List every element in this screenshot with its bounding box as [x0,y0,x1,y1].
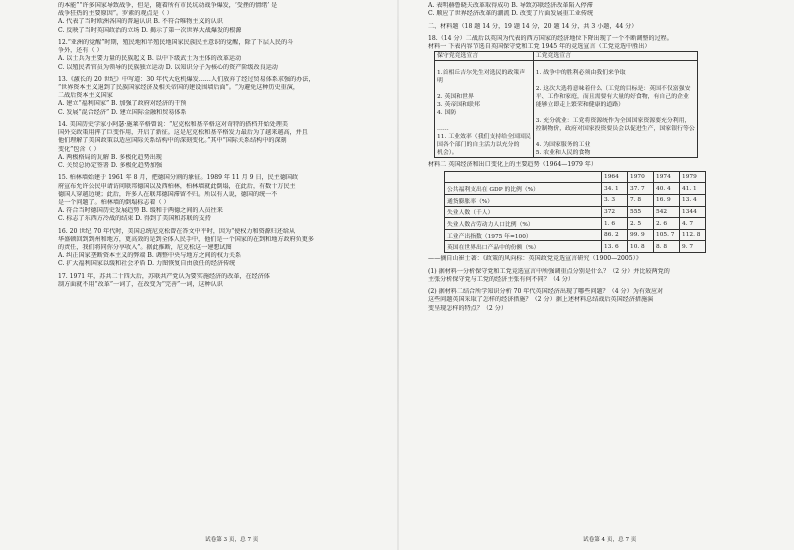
table1-cell-line: 能够立即走上繁荣和健康的道路） [535,102,625,109]
table1-header-conservative: 保守党竞选宣言 [435,52,534,61]
text-line: ——摘自山崔士著：《政策的风向标：英国政党竞选宣言研究（1900—2005）》 [428,255,642,263]
text-line: 15. 柏林墙始建于 1961 年 8 月，把德国分割的象征。1989 年 11 月 9 日，民主德国政 [58,174,299,182]
text-line: A. 表明赫鲁晓夫改革取得成功 B. 导致苏联经济改革陷入停滞 [428,2,593,9]
text-line: C. 标志了东西方冷战的结束 D. 得到了美国和苏联的支持 [58,215,211,223]
table2-value-cell: 86. 2 [602,229,628,241]
table2-header-cell: 1979 [680,171,706,183]
table1-cell-line [437,85,531,93]
table1-cell-line: 4. 国防 [437,110,457,117]
table2-row-label: 失业人数（千人） [445,206,602,218]
text-line: A. 纠正国家垄断资本主义的弊端 B. 调整中央与地方之间的权力关系 [58,252,242,260]
table2-value-cell: 8. 8 [654,241,680,253]
table2-value-cell: 37. 7 [628,183,654,195]
text-line: 二战后资本主义国家 [58,92,113,100]
right-question-text [428,255,728,313]
table2-row-label: 工业产出指数（1975 年=100） [445,229,602,241]
table2-header-cell: 1964 [602,171,628,183]
table1-cell-line [536,77,695,85]
text-line: C. 发展“混合经济” D. 建立国际金融和贸易体系 [58,108,187,116]
text-line: C. 扩大福利国家以缓和社会矛盾 D. 力图恢复自由放任的经济传统 [58,260,236,268]
text-line: 主张分析保守党与工党的经济主张有何不同？（4 分） [428,275,574,283]
text-line: A. 代表了当时欧洲各国的普遍认识 B. 不符合唯物主义的认识 [58,18,223,26]
table2-value-cell: 13. 6 [602,241,628,253]
table1-cell-line: 控制物价，政府对国家投资要员会以促进生产，国家银行等公 [535,126,695,133]
left-question-text [58,2,376,289]
table-row [445,183,706,195]
table2-value-cell: 2. 5 [628,218,654,230]
table2-value-cell: 542 [654,206,680,218]
table2-value-cell: 99. 9 [628,229,654,241]
table1-cell-line: 国各个部门的自主活力以充分的 [437,142,520,149]
table2-value-cell: 1. 6 [602,218,628,230]
text-line: C. 以殖民者官员为领导的民族独立运动 D. 以知识分子为核心的资产阶级改良运动 [58,63,278,71]
table2-value-cell: 372 [602,206,628,218]
text-line: 14. 美国历史学家小阿瑟·施莱辛格曾说：“尼克松和基辛格这对奇特的搭档开始处理美 [58,121,288,128]
table2-value-cell: 3. 3 [602,195,628,207]
table2-value-cell: 105. 7 [654,229,680,241]
right-top-text [428,2,728,51]
table1-cell-line: 机会）。 [437,150,458,157]
table1-cell-line [536,133,695,141]
table-row [445,241,706,253]
table-row [445,195,706,207]
text-line: A. 符合当时德国历史发展趋势 B. 缓和于两德之间的人员往来 [58,207,223,215]
table2-value-cell: 4. 7 [680,218,706,230]
text-line: 17. 1971 年，苏共二十四大后，苏联共产党认为要实施经济的改革，在经济体 [58,272,270,280]
table2-row-label: 失业人数占劳动力人口比例（%） [445,218,602,230]
text-line: 华盛顿回到到州和地方，更高效的是到全体人民手中，他们是一个国家的在到和地方政府负更多 [58,235,314,243]
text-line: 争外，还有（ ） [58,47,103,55]
table-row [445,229,706,241]
text-line: C. 关贸总协定签署 D. 多极化趋势加强 [58,161,163,169]
text-line: 战争狂热的主要原因”。罗素的观点是（ ） [58,10,173,18]
text-line: 国外交政策用挥了巨变作用，开启了新征。这是尼克松和基辛格发力最后为了越来越高，并且 [58,129,308,137]
page-left [58,0,376,550]
text-line: 的本能”“许多国家导致战争，但是，随着所有市民坑动战争爆发，‘受挫的情绪’ 是 [58,2,278,9]
table1-cell-line: 1.首相丘吉尔先生对选民的政策声 [437,70,526,77]
table1-cell-line: 1. 战争中的胜利必须由我们来争取 [535,70,626,77]
table1-header-labour: 工党竞选宣言 [533,52,697,61]
text-line: 制方面就不用“改革”一词了，在改变为“完善”一词，这种认识 [58,280,223,288]
material-two-title: 材料二 英国经济和出口变化上的主要趋势（1964—1979 年） [428,160,597,168]
page-right [428,0,728,550]
text-line: 二、材料题（18 题 14 分，19 题 14 分，20 题 14 分，共 3 小题，44 分） [428,22,638,30]
table1-cell-line: 2. 这次大选将意味着什么（工党的目标是：英国不仅富强安 [535,86,691,93]
text-line: 这些问题英国采取了怎样的经济措施？（2 分）据上述材料总结战后英国经济措施演 [428,296,654,304]
page-fold [397,0,399,550]
text-line: 材料一 下表内容节选自英国保守党和工党 1945 年的竞选宣言（工党竞选中胜出） [428,43,651,51]
table1-cell-line [536,109,695,117]
text-line: A. 两极格局的瓦解 B. 多极化趋势出现 [58,153,162,161]
text-line: C. 反映了当时英国政治的立场 D. 揭示了第一次世界大战爆发的根源 [58,26,242,34]
text-line: 是一个问题了。柏林墙的倒塌标志着（ ） [58,198,170,206]
text-line: 德国人穿越边境；此后，许多人在联邦德国滞留不归。所以有人说，德国的统一不 [58,190,278,198]
text-line: 12.“亚洲的觉醒”时期，殖民地和半殖民地国家民族民主意识的觉醒，除了下层人民的斗 [58,38,294,46]
text-line: 13.《激长的 20 世纪》中写道：30 年代大危机爆发……人们放弃了经过贸易体系求强的办法， [58,75,315,83]
manifesto-table [434,51,698,158]
table-row [445,218,706,230]
table-row [445,206,706,218]
table2-value-cell: 2. 6 [654,218,680,230]
table1-cell-line: …… [437,126,449,133]
table2-value-cell: 9. 7 [680,241,706,253]
table2-value-cell: 41. 1 [680,183,706,195]
text-line: (2) 据材料二结合所学知识分析 70 年代英国经济出现了哪些问题？（4 分）为有效应对 [428,288,664,296]
table2-row-label: 英国在世界出口产品中的份额（%） [445,241,602,253]
table1-cell-line: 2. 英国和世界 [437,94,474,101]
table1-cell-line: 明 [437,78,443,85]
table2-row-label: 通货膨胀率（%） [445,195,602,207]
table1-cell-line: 3. 充分就业：工党将资源统作为全国国家资源要充分利用， [535,118,691,125]
page-footer-left: 试卷第 3 页，总 7 页 [205,537,259,543]
text-line: A. 以士兵为主要力量的民族起义 B. 以中下级武士为主体的改革运动 [58,55,242,63]
table2-value-cell: 16. 9 [654,195,680,207]
text-line: 16. 20 世纪 70 年代时，美国总统尼克松曾在答文中平时，因为“使权力和资源归还给从 [58,227,296,235]
table2-value-cell: 7. 8 [628,195,654,207]
text-line: 变呈现怎样的特点？（2 分） [428,304,507,312]
text-line: 他们理解了美国政策以适应国际关系结构中的深刻变化。”其中“国际关系结构中的深刻 [58,137,287,145]
text-line: 府宣布允许公民申请访问联邦德国以及西柏林，柏林墙就此倒塌，在此后，有数十万民主 [58,182,296,190]
table1-cell-line [536,61,695,69]
table1-col-conservative [435,61,534,158]
text-line: (1) 据材料一分析保守党和工党竞选宣言中所强调重点分别是什么？（2 分）并比较两党的 [428,267,670,275]
table1-col-labour [533,61,697,158]
table1-cell-line: 11. 工业效率（我们支持给全国国民 [437,134,531,141]
text-line: 18.（14 分）二战后以英国为代表的西方国家的经济地位下降出现了一个不断调整的过程。 [428,34,673,42]
table2-value-cell: 1344 [680,206,706,218]
table2-row-label: 公共福利支出在 GDP 的比例（%） [445,183,602,195]
table2-header-cell [445,171,602,183]
text-line: “世界资本主义退到了民族国家经济及相关帝国的建设围墙后面”。“为避免这种历史重演， [58,84,299,92]
table1-cell-line: 4. 为国家服务的工业 [535,142,591,149]
table1-cell-line [437,61,531,69]
economy-table [444,171,706,253]
table1-cell-line: 5. 农业和人民的食物 [535,150,591,157]
table2-value-cell: 13. 4 [680,195,706,207]
page-footer-right: 试卷第 4 页，总 7 页 [583,537,637,543]
table2-header-cell: 1970 [628,171,654,183]
text-line: C. 顺应了世界经济改革的潮流 D. 改变了片面发展重工业传统 [428,10,594,18]
table2-value-cell: 555 [628,206,654,218]
table1-cell-line: 3. 英帝国和联邦 [437,102,480,109]
table2-value-cell: 40. 4 [654,183,680,195]
table2-value-cell: 112. 8 [680,229,706,241]
table2-header-cell: 1974 [654,171,680,183]
text-line: 的责任，我们将同你分享收入”。据此推断，尼克松这一建想试图 [58,244,232,251]
text-line: 变化”包含（ ） [58,145,100,153]
table1-cell-line: 平、工作和家庭，而且需要有大量的好食物，有自己的企业 [535,94,689,101]
table2-value-cell: 10. 8 [628,241,654,253]
table2-value-cell: 34. 1 [602,183,628,195]
text-line: A. 建立“福利国家” B. 加强了政府对经济的干预 [58,100,187,108]
table1-cell-line [437,117,531,125]
